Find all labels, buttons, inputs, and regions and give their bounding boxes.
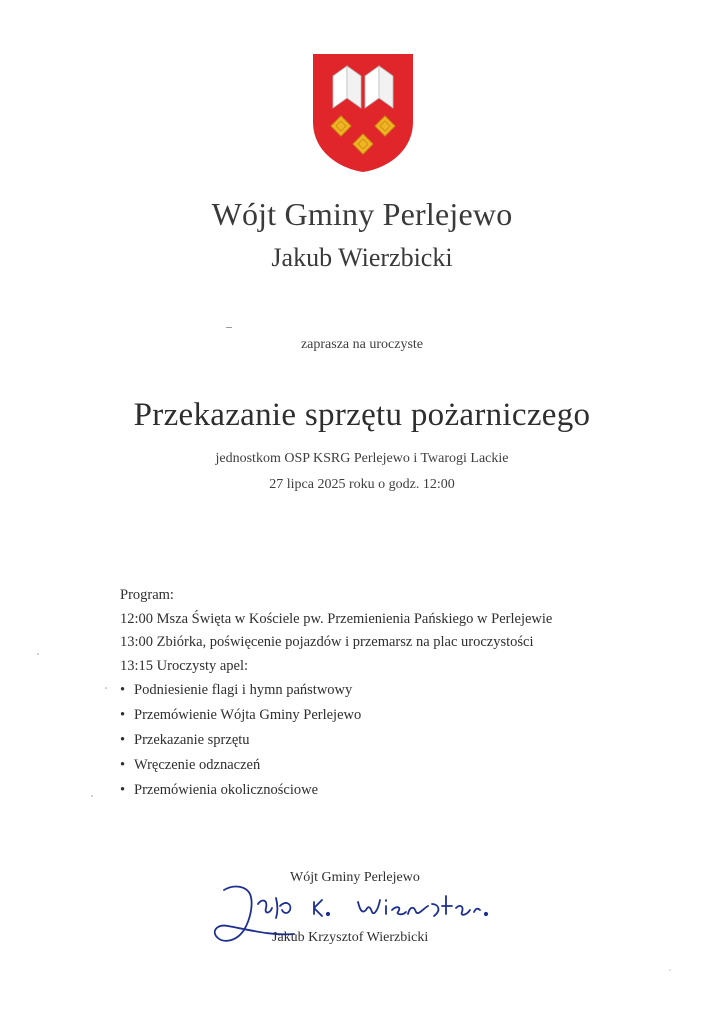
list-item (120, 778, 640, 803)
program-list (120, 678, 640, 803)
bullet-icon: • (120, 782, 126, 798)
program-line: 12:00 Msza Święta w Kościele pw. Przemienienia Pańskiego w Perlejewie (120, 610, 553, 627)
event-date: 27 lipca 2025 roku o godz. 12:00 (269, 477, 455, 492)
program-section (120, 584, 640, 803)
program-heading: Program: (120, 587, 174, 603)
bullet-icon: • (120, 732, 126, 748)
event-units: jednostkom OSP KSRG Perlejewo i Twarogi Lackie (215, 451, 509, 466)
official-name: Jakub Wierzbicki (271, 243, 453, 272)
page-title: Wójt Gminy Perlejewo (211, 196, 513, 232)
list-item (120, 703, 640, 728)
bullet-icon: • (120, 757, 126, 773)
list-item-text: Przemówienia okolicznościowe (134, 782, 319, 798)
bullet-icon: • (120, 682, 126, 698)
program-line: 13:00 Zbiórka, poświęcenie pojazdów i przemarsz na plac uroczystości (120, 634, 534, 650)
list-item-text: Podniesienie flagi i hymn państwowy (134, 682, 353, 698)
program-line: 13:15 Uroczysty apel: (120, 657, 249, 674)
coat-of-arms-icon (311, 52, 415, 174)
list-item (120, 678, 640, 703)
bullet-icon: • (120, 707, 126, 723)
list-item-text: Przekazanie sprzętu (134, 732, 250, 748)
list-item-text: Wręczenie odznaczeń (134, 757, 261, 773)
signatory-role: Wójt Gminy Perlejewo (290, 870, 420, 885)
list-item (120, 728, 640, 753)
list-item-text: Przemówienie Wójta Gminy Perlejewo (134, 707, 362, 723)
event-title: Przekazanie sprzętu pożarniczego (133, 397, 591, 433)
list-item (120, 753, 640, 778)
signatory-name: Jakub Krzysztof Wierzbicki (272, 930, 429, 945)
invitation-text: zaprasza na uroczyste (300, 337, 424, 352)
